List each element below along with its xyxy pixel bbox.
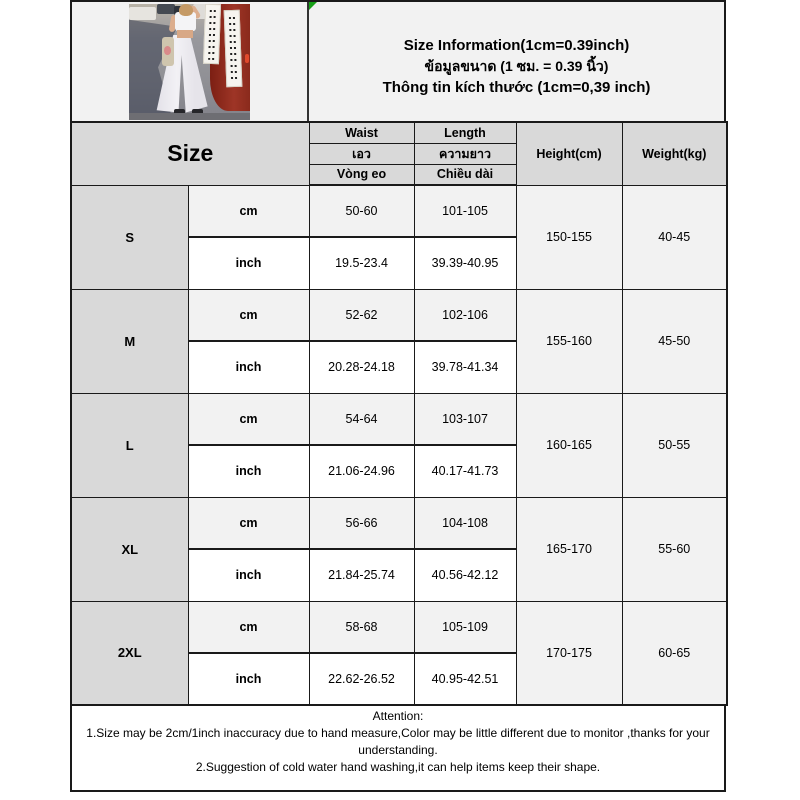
length-header-en: Length bbox=[414, 122, 516, 143]
attention-note-2: 2.Suggestion of cold water hand washing,it can help items keep their shape. bbox=[195, 760, 601, 774]
length-inch-value: 39.78-41.34 bbox=[414, 341, 516, 393]
weight-value: 40-45 bbox=[622, 185, 727, 289]
size-label-m: M bbox=[71, 289, 188, 393]
length-header-th: ความยาว bbox=[414, 143, 516, 164]
top-section bbox=[70, 0, 726, 121]
photo-cell bbox=[72, 2, 309, 121]
tail-light-shape bbox=[245, 54, 249, 63]
model-bag-shape bbox=[162, 37, 174, 66]
length-cm-value: 101-105 bbox=[414, 185, 516, 237]
waist-inch-value: 20.28-24.18 bbox=[309, 341, 414, 393]
attention-note-1: 1.Size may be 2cm/1inch inaccuracy due to hand measure,Color may be little different due to monitor ,thanks for your understanding. bbox=[86, 726, 710, 757]
attention-box bbox=[70, 706, 726, 792]
waist-cm-value: 50-60 bbox=[309, 185, 414, 237]
unit-cm: cm bbox=[188, 393, 309, 445]
height-value: 150-155 bbox=[516, 185, 622, 289]
waist-inch-value: 21.06-24.96 bbox=[309, 445, 414, 497]
length-cm-value: 105-109 bbox=[414, 601, 516, 653]
model-midriff-shape bbox=[177, 30, 193, 38]
size-chart-sheet bbox=[70, 0, 726, 792]
waist-cm-value: 58-68 bbox=[309, 601, 414, 653]
attention-title: Attention: bbox=[372, 709, 424, 723]
unit-inch: inch bbox=[188, 549, 309, 601]
length-cm-value: 102-106 bbox=[414, 289, 516, 341]
size-info-title-th: ข้อมูลขนาด (1 ซม. = 0.39 นิ้ว) bbox=[424, 58, 609, 74]
street-bottom-shape bbox=[129, 113, 250, 120]
length-cm-value: 103-107 bbox=[414, 393, 516, 445]
weight-value: 60-65 bbox=[622, 601, 727, 705]
length-inch-value: 40.17-41.73 bbox=[414, 445, 516, 497]
product-photo bbox=[129, 4, 250, 120]
waist-header-th: เอว bbox=[309, 143, 414, 164]
green-corner-marker-icon bbox=[309, 2, 317, 10]
waist-cm-value: 52-62 bbox=[309, 289, 414, 341]
size-table bbox=[70, 121, 728, 706]
length-inch-value: 39.39-40.95 bbox=[414, 237, 516, 289]
calligraphy-banner bbox=[223, 10, 241, 87]
size-info-title-en: Size Information(1cm=0.39inch) bbox=[403, 37, 630, 54]
length-inch-value: 40.95-42.51 bbox=[414, 653, 516, 705]
length-cm-value: 104-108 bbox=[414, 497, 516, 549]
background-car-shape bbox=[129, 7, 156, 20]
height-value: 165-170 bbox=[516, 497, 622, 601]
size-column-header: Size bbox=[71, 122, 309, 185]
weight-value: 45-50 bbox=[622, 289, 727, 393]
model-head-shape bbox=[179, 4, 194, 17]
weight-value: 55-60 bbox=[622, 497, 727, 601]
waist-inch-value: 21.84-25.74 bbox=[309, 549, 414, 601]
size-label-2xl: 2XL bbox=[71, 601, 188, 705]
size-label-l: L bbox=[71, 393, 188, 497]
length-inch-value: 40.56-42.12 bbox=[414, 549, 516, 601]
unit-cm: cm bbox=[188, 185, 309, 237]
height-value: 155-160 bbox=[516, 289, 622, 393]
length-header-vi: Chiều dài bbox=[414, 164, 516, 185]
background-car-shape bbox=[157, 4, 175, 14]
weight-header: Weight(kg) bbox=[622, 122, 727, 185]
unit-inch: inch bbox=[188, 341, 309, 393]
unit-inch: inch bbox=[188, 445, 309, 497]
height-value: 160-165 bbox=[516, 393, 622, 497]
waist-inch-value: 19.5-23.4 bbox=[309, 237, 414, 289]
unit-cm: cm bbox=[188, 497, 309, 549]
waist-inch-value: 22.62-26.52 bbox=[309, 653, 414, 705]
height-header: Height(cm) bbox=[516, 122, 622, 185]
waist-header-vi: Vòng eo bbox=[309, 164, 414, 185]
unit-cm: cm bbox=[188, 601, 309, 653]
size-label-xl: XL bbox=[71, 497, 188, 601]
weight-value: 50-55 bbox=[622, 393, 727, 497]
size-label-s: S bbox=[71, 185, 188, 289]
unit-cm: cm bbox=[188, 289, 309, 341]
waist-cm-value: 56-66 bbox=[309, 497, 414, 549]
calligraphy-banner bbox=[203, 4, 221, 65]
unit-inch: inch bbox=[188, 653, 309, 705]
waist-cm-value: 54-64 bbox=[309, 393, 414, 445]
unit-inch: inch bbox=[188, 237, 309, 289]
size-info-cell bbox=[309, 2, 724, 121]
height-value: 170-175 bbox=[516, 601, 622, 705]
waist-header-en: Waist bbox=[309, 122, 414, 143]
size-info-title-vi: Thông tin kích thước (1cm=0,39 inch) bbox=[382, 79, 651, 96]
